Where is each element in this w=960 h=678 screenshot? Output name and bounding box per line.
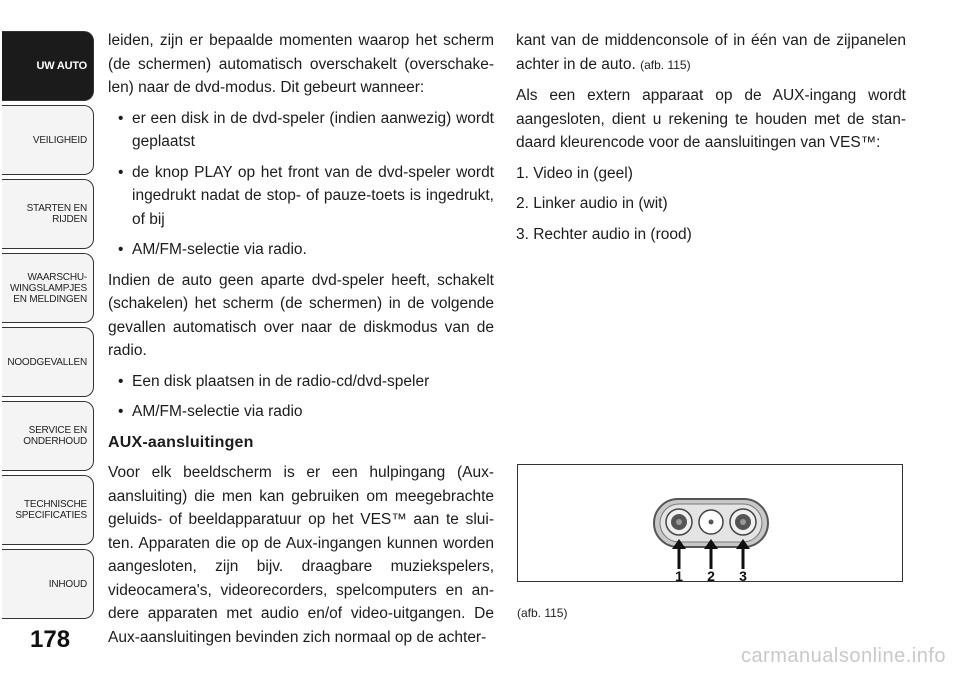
- tab-uw-auto[interactable]: UW AUTO: [2, 31, 94, 101]
- tab-noodgevallen[interactable]: NOODGEVALLEN: [2, 327, 94, 397]
- bullet-item: • AM/FM-selectie via radio: [114, 400, 494, 424]
- watermark: carmanualsonline.info: [740, 645, 946, 667]
- left-column: [108, 29, 494, 656]
- bullet-item: • AM/FM-selectie via radio.: [114, 238, 494, 262]
- paragraph: Voor elk beeldscherm is er een hulpingang (Aux-aansluiting) die men kan gebruiken om meegebrachte geluids- of beeldapparatuur op het VES™ aan te sluiten. Apparaten die op de Aux-ingangen kunnen worden aangesloten, zijn bijv. draagbare muziekspelers, videocamera's, videorecorders, spelcomputers en andere apparaten met audio en/of video-uitgangen. De Aux-aansluitingen bevinden zich normaal op de achter-: [108, 464, 494, 646]
- bullet-item: • er een disk in de dvd-speler (indien aanwezig) wordt geplaatst: [114, 107, 494, 154]
- callout-label: 3: [739, 568, 747, 581]
- chapter-tabs: [0, 0, 96, 640]
- aux-jacks-illustration: [518, 465, 902, 581]
- tab-service-en-onderhoud[interactable]: SERVICE EN ONDERHOUD: [2, 401, 94, 471]
- right-column: [516, 29, 906, 253]
- video-jack-icon: [666, 509, 692, 535]
- tab-technische-specificaties[interactable]: TECHNISCHE SPECIFICATIES: [2, 475, 94, 545]
- section-heading: AUX-aansluitingen: [108, 433, 254, 451]
- tab-veiligheid[interactable]: VEILIGHEID: [2, 105, 94, 175]
- left-audio-jack-icon: [699, 510, 723, 534]
- tab-starten-en-rijden[interactable]: STARTEN EN RIJDEN: [2, 179, 94, 249]
- figure-reference[interactable]: (afb. 115): [640, 57, 691, 72]
- list-item: 3. Rechter audio in (rood): [516, 225, 692, 243]
- paragraph: Als een extern apparaat op de AUX-ingang wordt aangesloten, dient u rekening te houden met de standaard kleurencode voor de aansluitingen van VES™:: [516, 87, 906, 151]
- paragraph: [516, 29, 906, 77]
- paragraph-text: kant van de middenconsole of in één van de zijpanelen achter in de auto.: [516, 32, 906, 73]
- bullet-item: • Een disk plaatsen in de radio-cd/dvd-speler: [114, 370, 494, 394]
- bullet-item: • de knop PLAY op het front van de dvd-speler wordt ingedrukt nadat de stop- of pauze-toets is ingedrukt, of bij: [114, 161, 494, 232]
- paragraph: Indien de auto geen aparte dvd-speler heeft, schakelt (schakelen) het scherm (de schermen) in de volgende gevallen automatisch over naar de diskmodus van de radio.: [108, 271, 494, 359]
- tab-waarschuwingslampjes[interactable]: WAARSCHU- WINGSLAMPJES EN MELDINGEN: [2, 253, 94, 323]
- tab-inhoud[interactable]: INHOUD: [2, 549, 94, 619]
- right-audio-jack-icon: [730, 509, 756, 535]
- intro-paragraph: leiden, zijn er bepaalde momenten waarop het scherm (de schermen) automatisch overschakelt (overschakelen) naar de dvd-modus. Dit gebeurt wanneer:: [108, 32, 494, 96]
- callout-label: 2: [707, 568, 715, 581]
- list-item: 1. Video in (geel): [516, 164, 633, 182]
- list-item: 2. Linker audio in (wit): [516, 195, 668, 212]
- page-number: 178: [30, 626, 71, 653]
- figure-caption: (afb. 115): [517, 606, 568, 620]
- aux-jacks-figure: [517, 464, 903, 582]
- callout-label: 1: [675, 568, 683, 581]
